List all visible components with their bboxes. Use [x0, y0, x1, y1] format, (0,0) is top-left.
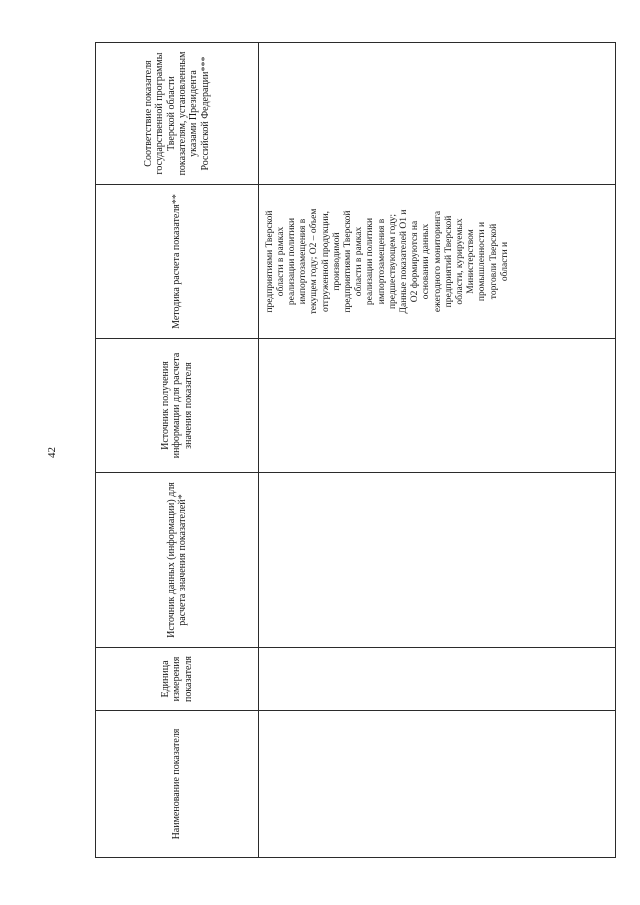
- table-header-row: [96, 43, 259, 858]
- cell-methodology: [259, 185, 616, 339]
- header-data-source: Источник данных (информации) для расчета значения показателей*: [96, 473, 259, 648]
- rotated-table-container: [95, 43, 615, 858]
- table-row: [259, 43, 616, 858]
- indicators-table: [95, 42, 616, 858]
- cell-unit: [259, 648, 616, 711]
- header-info-source: Источник получения информации для расчета значения показателя: [96, 339, 259, 473]
- page-number: 42: [46, 447, 58, 458]
- cell-data-source: [259, 473, 616, 648]
- cell-indicator-name: [259, 711, 616, 858]
- header-compliance: Соответствие показателя государственной программы Тверской области показателям, установленным указами Президента Российской Федерации***: [96, 43, 259, 185]
- header-indicator-name: Наименование показателя: [96, 711, 259, 858]
- cell-info-source: [259, 339, 616, 473]
- cell-compliance: [259, 43, 616, 185]
- methodology-text: предприятиями Тверской области в рамках реализации политики импортозамещения в текущем году; О2 – объем отгруженной продукции, производимой предприятиями Тверской области в рамках реализации политики импортозамещения в предшествующем году; Данные показателей О1 и О2 формируются на основании данных ежегодного мониторинга предприятий Тверской области, курируемых Министерством промышленности и торговли Тверской области и: [264, 208, 510, 315]
- header-methodology: Методика расчета показателя**: [96, 185, 259, 339]
- header-unit: Единица измерения показателя: [96, 648, 259, 711]
